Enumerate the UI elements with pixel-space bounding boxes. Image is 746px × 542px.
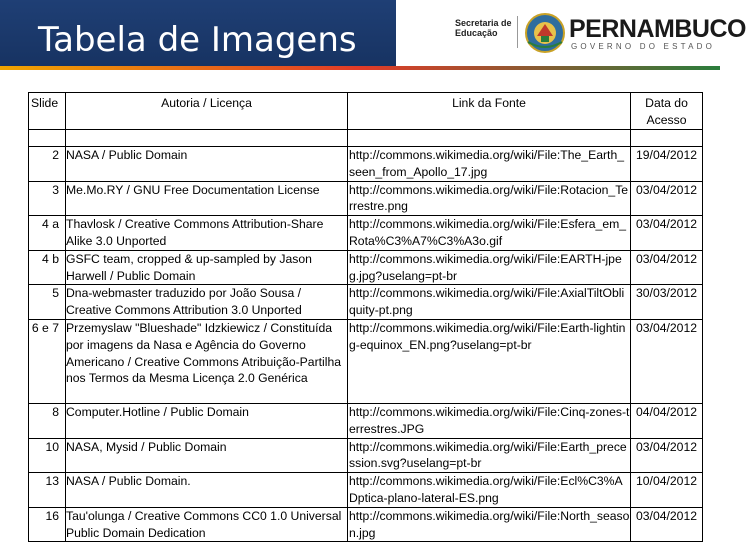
access-date-cell: 03/04/2012 [631, 507, 703, 542]
source-link-cell[interactable]: http://commons.wikimedia.org/wiki/File:Esfera_em_Rota%C3%A7%C3%A3o.gif [348, 216, 631, 251]
access-date-cell: 03/04/2012 [631, 216, 703, 251]
table-row [29, 147, 703, 182]
author-license-cell: GSFC team, cropped & up-sampled by Jason Harwell / Public Domain [66, 250, 348, 285]
access-date-cell: 03/04/2012 [631, 319, 703, 403]
secretaria-label [455, 18, 512, 38]
slide-number-cell: 8 [29, 403, 66, 438]
access-date-cell: 19/04/2012 [631, 147, 703, 182]
author-license-cell: Thavlosk / Creative Commons Attribution-Share Alike 3.0 Unported [66, 216, 348, 251]
table-row [29, 285, 703, 320]
source-link-cell[interactable]: http://commons.wikimedia.org/wiki/File:EARTH-jpeg.jpg?uselang=pt-br [348, 250, 631, 285]
slide-number-cell: 16 [29, 507, 66, 542]
col-header-author: Autoria / Licença [66, 93, 348, 130]
table-row [29, 403, 703, 438]
color-band [0, 66, 720, 70]
secretaria-line-1: Secretaria de [455, 18, 512, 28]
slide-number-cell: 2 [29, 147, 66, 182]
source-link-cell[interactable]: http://commons.wikimedia.org/wiki/File:Earth-lighting-equinox_EN.png?uselang=pt-br [348, 319, 631, 403]
state-subtitle: GOVERNO DO ESTADO [571, 42, 716, 51]
table-body [29, 147, 703, 542]
slide-number-cell: 13 [29, 473, 66, 508]
source-link-cell[interactable]: http://commons.wikimedia.org/wiki/File:North_season.jpg [348, 507, 631, 542]
images-table [28, 92, 703, 542]
table-row [29, 507, 703, 542]
table-header-row [29, 93, 703, 130]
author-license-cell: Dna-webmaster traduzido por João Sousa / Creative Commons Attribution 3.0 Unported [66, 285, 348, 320]
col-header-link: Link da Fonte [348, 93, 631, 130]
table-row [29, 181, 703, 216]
title-bar [0, 0, 396, 66]
author-license-cell: Przemyslaw "Blueshade" Idzkiewicz / Constituída por imagens da Nasa e Agência do Governo Americano / Creative Commons Atribuição-Partilha nos Termos da Mesma Licença 2.0 Genérica [66, 319, 348, 403]
source-link-cell[interactable]: http://commons.wikimedia.org/wiki/File:Earth_precession.svg?uselang=pt-br [348, 438, 631, 473]
source-link-cell[interactable]: http://commons.wikimedia.org/wiki/File:Cinq-zones-terrestres.JPG [348, 403, 631, 438]
state-name: PERNAMBUCO [569, 15, 746, 43]
source-link-cell[interactable]: http://commons.wikimedia.org/wiki/File:Rotacion_Terrestre.png [348, 181, 631, 216]
table-row [29, 438, 703, 473]
col-header-slide: Slide [29, 93, 66, 130]
table-row [29, 250, 703, 285]
spacer-row [29, 130, 703, 147]
table-row [29, 216, 703, 251]
author-license-cell: NASA / Public Domain. [66, 473, 348, 508]
author-license-cell: NASA, Mysid / Public Domain [66, 438, 348, 473]
access-date-cell: 03/04/2012 [631, 250, 703, 285]
slide-number-cell: 10 [29, 438, 66, 473]
slide-number-cell: 4 a [29, 216, 66, 251]
access-date-cell: 03/04/2012 [631, 181, 703, 216]
slide-number-cell: 3 [29, 181, 66, 216]
source-link-cell[interactable]: http://commons.wikimedia.org/wiki/File:The_Earth_seen_from_Apollo_17.jpg [348, 147, 631, 182]
pernambuco-seal-icon [524, 12, 566, 54]
author-license-cell: Me.Mo.RY / GNU Free Documentation License [66, 181, 348, 216]
access-date-cell: 04/04/2012 [631, 403, 703, 438]
source-link-cell[interactable]: http://commons.wikimedia.org/wiki/File:Ecl%C3%ADptica-plano-lateral-ES.png [348, 473, 631, 508]
author-license-cell: Tau'olunga / Creative Commons CC0 1.0 Universal Public Domain Dedication [66, 507, 348, 542]
secretaria-line-2: Educação [455, 28, 498, 38]
table-row [29, 319, 703, 403]
author-license-cell: Computer.Hotline / Public Domain [66, 403, 348, 438]
access-date-cell: 30/03/2012 [631, 285, 703, 320]
slide-number-cell: 4 b [29, 250, 66, 285]
access-date-cell: 10/04/2012 [631, 473, 703, 508]
slide-number-cell: 5 [29, 285, 66, 320]
slide-number-cell: 6 e 7 [29, 319, 66, 403]
slide-header [0, 0, 746, 70]
col-header-date: Data do Acesso [631, 93, 703, 130]
slide-title: Tabela de Imagens [38, 20, 357, 60]
access-date-cell: 03/04/2012 [631, 438, 703, 473]
logo-divider [517, 16, 518, 48]
source-link-cell[interactable]: http://commons.wikimedia.org/wiki/File:AxialTiltObliquity-pt.png [348, 285, 631, 320]
table-row [29, 473, 703, 508]
author-license-cell: NASA / Public Domain [66, 147, 348, 182]
